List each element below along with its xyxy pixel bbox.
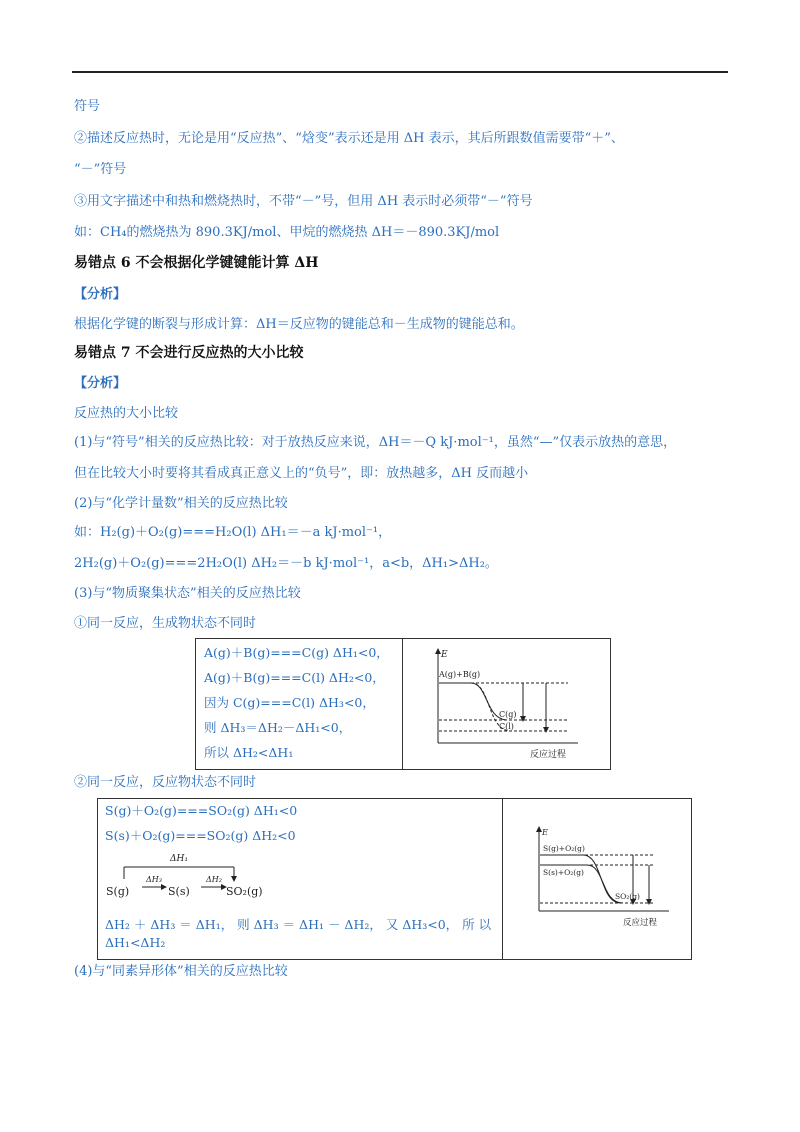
text-line: (4)与“同素异形体”相关的反应热比较 bbox=[74, 964, 288, 979]
text-line: 反应热的大小比较 bbox=[74, 406, 179, 421]
energy-diagram-1 bbox=[403, 639, 609, 769]
text-line: ③用文字描述中和热和燃烧热时，不带“－”号，但用 ΔH 表示时必须带“－”符号 bbox=[74, 194, 533, 209]
hess-cycle bbox=[98, 847, 308, 911]
text-line: 但在比较大小时要将其看成真正意义上的“负号”，即：放热越多，ΔH 反而越小 bbox=[74, 466, 529, 481]
equation-row: ΔH₁<ΔH₂ bbox=[105, 935, 166, 950]
comparison-table-1 bbox=[195, 638, 611, 770]
label-so2: SO₂(g) bbox=[615, 892, 640, 901]
text-line: ①同一反应，生成物状态不同时 bbox=[74, 616, 257, 631]
x-axis-label: 反应过程 bbox=[530, 750, 567, 760]
axis-label-e: E bbox=[441, 650, 448, 660]
text-line: 如：H₂(g)＋O₂(g)===H₂O(l) ΔH₁＝－a kJ·mol⁻¹， bbox=[74, 525, 392, 540]
axis-label-e: E bbox=[542, 828, 548, 837]
text-line: 2H₂(g)＋O₂(g)===2H₂O(l) ΔH₂＝－b kJ·mol⁻¹，a<b，ΔH₁>ΔH₂。 bbox=[74, 556, 498, 571]
label-c-g: C(g) bbox=[499, 710, 517, 719]
species-so2: SO₂(g) bbox=[226, 885, 263, 898]
energy-diagram-2 bbox=[503, 799, 690, 959]
text-line: 符号 bbox=[74, 99, 101, 114]
text-line: ②描述反应热时，无论是用“反应热”、“焓变”表示还是用 ΔH 表示，其后所跟数值需要带“＋”、 bbox=[74, 131, 624, 146]
text-line: (3)与“物质聚集状态”相关的反应热比较 bbox=[74, 586, 301, 601]
equation-row: 所以 ΔH₂<ΔH₁ bbox=[204, 745, 294, 760]
label-dh1: ΔH₁ bbox=[170, 854, 188, 864]
text-line: 如：CH₄的燃烧热为 890.3KJ/mol、甲烷的燃烧热 ΔH＝－890.3KJ/mol bbox=[74, 225, 500, 240]
equation-row: 则 ΔH₃＝ΔH₂－ΔH₁<0， bbox=[204, 720, 352, 735]
header-rule bbox=[72, 71, 728, 73]
curve-s-g bbox=[540, 855, 621, 903]
text-line: ②同一反应，反应物状态不同时 bbox=[74, 775, 257, 790]
equation-row: 因为 C(g)===C(l) ΔH₃<0， bbox=[204, 695, 375, 710]
section-heading: 易错点 7 不会进行反应热的大小比较 bbox=[74, 345, 304, 361]
label-dh2: ΔH₂ bbox=[206, 875, 222, 884]
equation-row: S(s)＋O₂(g)===SO₂(g) ΔH₂<0 bbox=[105, 828, 296, 843]
section-heading: 易错点 6 不会根据化学键键能计算 ΔH bbox=[74, 255, 319, 271]
text-line: 根据化学键的断裂与形成计算：ΔH＝反应物的键能总和－生成物的键能总和。 bbox=[74, 317, 524, 332]
species-s-g: S(g) bbox=[106, 885, 130, 898]
label-s-s: S(s)+O₂(g) bbox=[543, 868, 584, 877]
equation-row: ΔH₂ ＋ ΔH₃ ＝ ΔH₁， 则 ΔH₃ ＝ ΔH₁ － ΔH₂， 又 ΔH₃<0， 所 以 bbox=[105, 917, 492, 932]
text-line: “－”符号 bbox=[74, 162, 127, 177]
equation-row: S(g)＋O₂(g)===SO₂(g) ΔH₁<0 bbox=[105, 803, 298, 818]
label-s-g: S(g)+O₂(g) bbox=[543, 844, 585, 853]
analysis-tag: 【分析】 bbox=[74, 287, 127, 302]
text-line: (1)与“符号”相关的反应热比较：对于放热反应来说，ΔH＝－Q kJ·mol⁻¹，虽然“—”仅表示放热的意思， bbox=[74, 435, 677, 450]
label-dh3: ΔH₃ bbox=[146, 875, 162, 884]
equation-row: A(g)＋B(g)===C(g) ΔH₁<0， bbox=[204, 645, 389, 660]
label-c-l: C(l) bbox=[499, 722, 514, 731]
equation-row: A(g)＋B(g)===C(l) ΔH₂<0， bbox=[204, 670, 385, 685]
species-s-s: S(s) bbox=[168, 885, 190, 898]
text-line: (2)与“化学计量数”相关的反应热比较 bbox=[74, 496, 288, 511]
label-reactant: A(g)+B(g) bbox=[439, 670, 481, 679]
comparison-table-2 bbox=[97, 798, 692, 960]
analysis-tag: 【分析】 bbox=[74, 376, 127, 391]
x-axis-label: 反应过程 bbox=[623, 918, 658, 928]
